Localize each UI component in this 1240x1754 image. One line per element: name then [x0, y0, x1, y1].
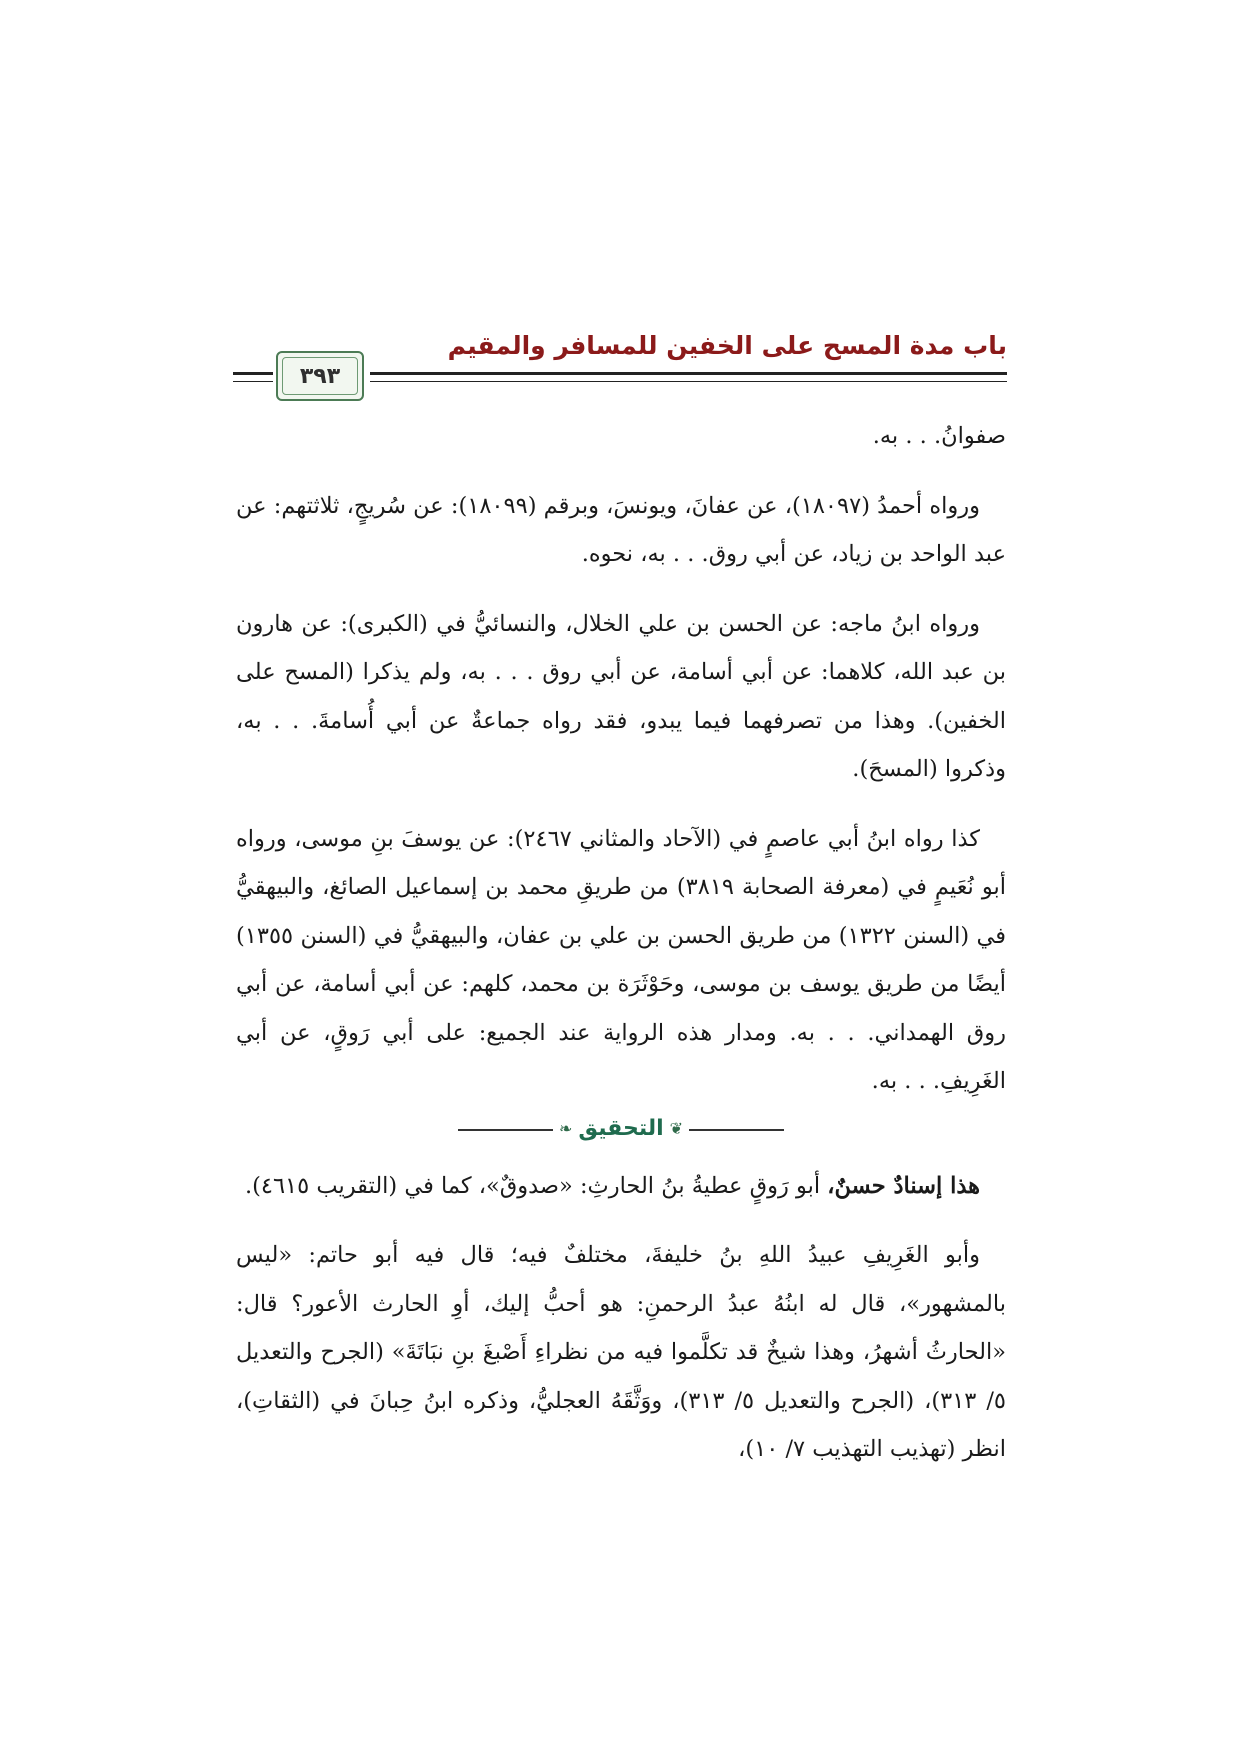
section-divider [236, 1108, 1006, 1152]
paragraph-continuation [236, 412, 1006, 461]
page-number-frame [276, 351, 364, 401]
divider-line [689, 1129, 784, 1131]
ornament-icon: ❦ [669, 1119, 684, 1139]
main-text [236, 412, 1006, 1474]
header-rule-thin [370, 381, 1007, 382]
paragraph [236, 1231, 1006, 1474]
page-number: ٣٩٣ [299, 363, 341, 389]
paragraph [236, 1162, 1006, 1211]
paragraph-text: أبو رَوقٍ عطيةُ بنُ الحارثِ: «صدوقٌ»، كما في (التقريب ٤٦١٥). [244, 1172, 828, 1199]
header-rule-left-thin [233, 381, 273, 382]
paragraph [236, 815, 1006, 1106]
verdict-bold: هذا إسنادٌ حسنٌ، [827, 1172, 980, 1199]
running-title: باب مدة المسح على الخفين للمسافر والمقيم [447, 331, 1007, 360]
paragraph [236, 482, 1006, 579]
paragraph-text: ورواه أحمدُ (١٨٠٩٧)، عن عفانَ، ويونسَ، وبرقم (١٨٠٩٩): عن سُريجٍ، ثلاثتهم: عن عبد الواحد بن زياد، عن أبي روق. . . به، نحوه. [236, 492, 1006, 567]
paragraph-text: ورواه ابنُ ماجه: عن الحسن بن علي الخلال، والنسائيُّ في (الكبرى): عن هارون بن عبد الله، كلاهما: عن أبي أسامة، عن أبي روق . . . به، ولم يذكرا (المسح على الخفين). وهذا من تصرفهما فيما يبدو، فقد رواه جماعةٌ عن أبي أُسامةَ. . . به، وذكروا (المسحَ). [236, 610, 1006, 782]
paragraph-text: صفوانُ. . . به. [872, 423, 1006, 449]
paragraph-text: كذا رواه ابنُ أبي عاصمٍ في (الآحاد والمثاني ٢٤٦٧): عن يوسفَ بنِ موسى، ورواه أبو نُعَيمٍ في (معرفة الصحابة ٣٨١٩) من طريقِ محمد بن إسماعيل الصائغ، والبيهقيُّ في (السنن ١٣٢٢) من طريق الحسن بن علي بن عفان، والبيهقيُّ في (السنن ١٣٥٥) أيضًا من طريق يوسف بن موسى، وحَوْثَرَة بن محمد، كلهم: عن أبي أسامة، عن أبي روق الهمداني. . . به. ومدار هذه الرواية عند الجميع: على أبي رَوقٍ، عن أبي الغَرِيفِ. . . به. [236, 825, 1006, 1094]
paragraph [236, 600, 1006, 794]
header-rule-left-thick [233, 372, 273, 375]
divider-line [458, 1129, 553, 1131]
ornament-icon: ❧ [558, 1119, 573, 1139]
paragraph-text: وأبو الغَرِيفِ عبيدُ اللهِ بنُ خليفةَ، مختلفٌ فيه؛ قال فيه أبو حاتم: «ليس بالمشهور»، قال له ابنُهُ عبدُ الرحمنِ: هو أحبُّ إليك، أوِ الحارث الأعور؟ قال: «الحارثُ أشهرُ، وهذا شيخٌ قد تكلَّموا فيه من نظراءِ أَصْبغَ بنِ نبَاتَةَ» (الجرح والتعديل ٥/ ٣١٣)، (الجرح والتعديل ٥/ ٣١٣)، ووَثَّقَهُ العجليُّ، وذكره ابنُ حِبانَ في (الثقاتِ)، انظر (تهذيب التهذيب ٧/ ١٠)، [236, 1242, 1006, 1462]
header-rule-thick [370, 372, 1007, 375]
section-heading: التحقيق [578, 1116, 664, 1142]
